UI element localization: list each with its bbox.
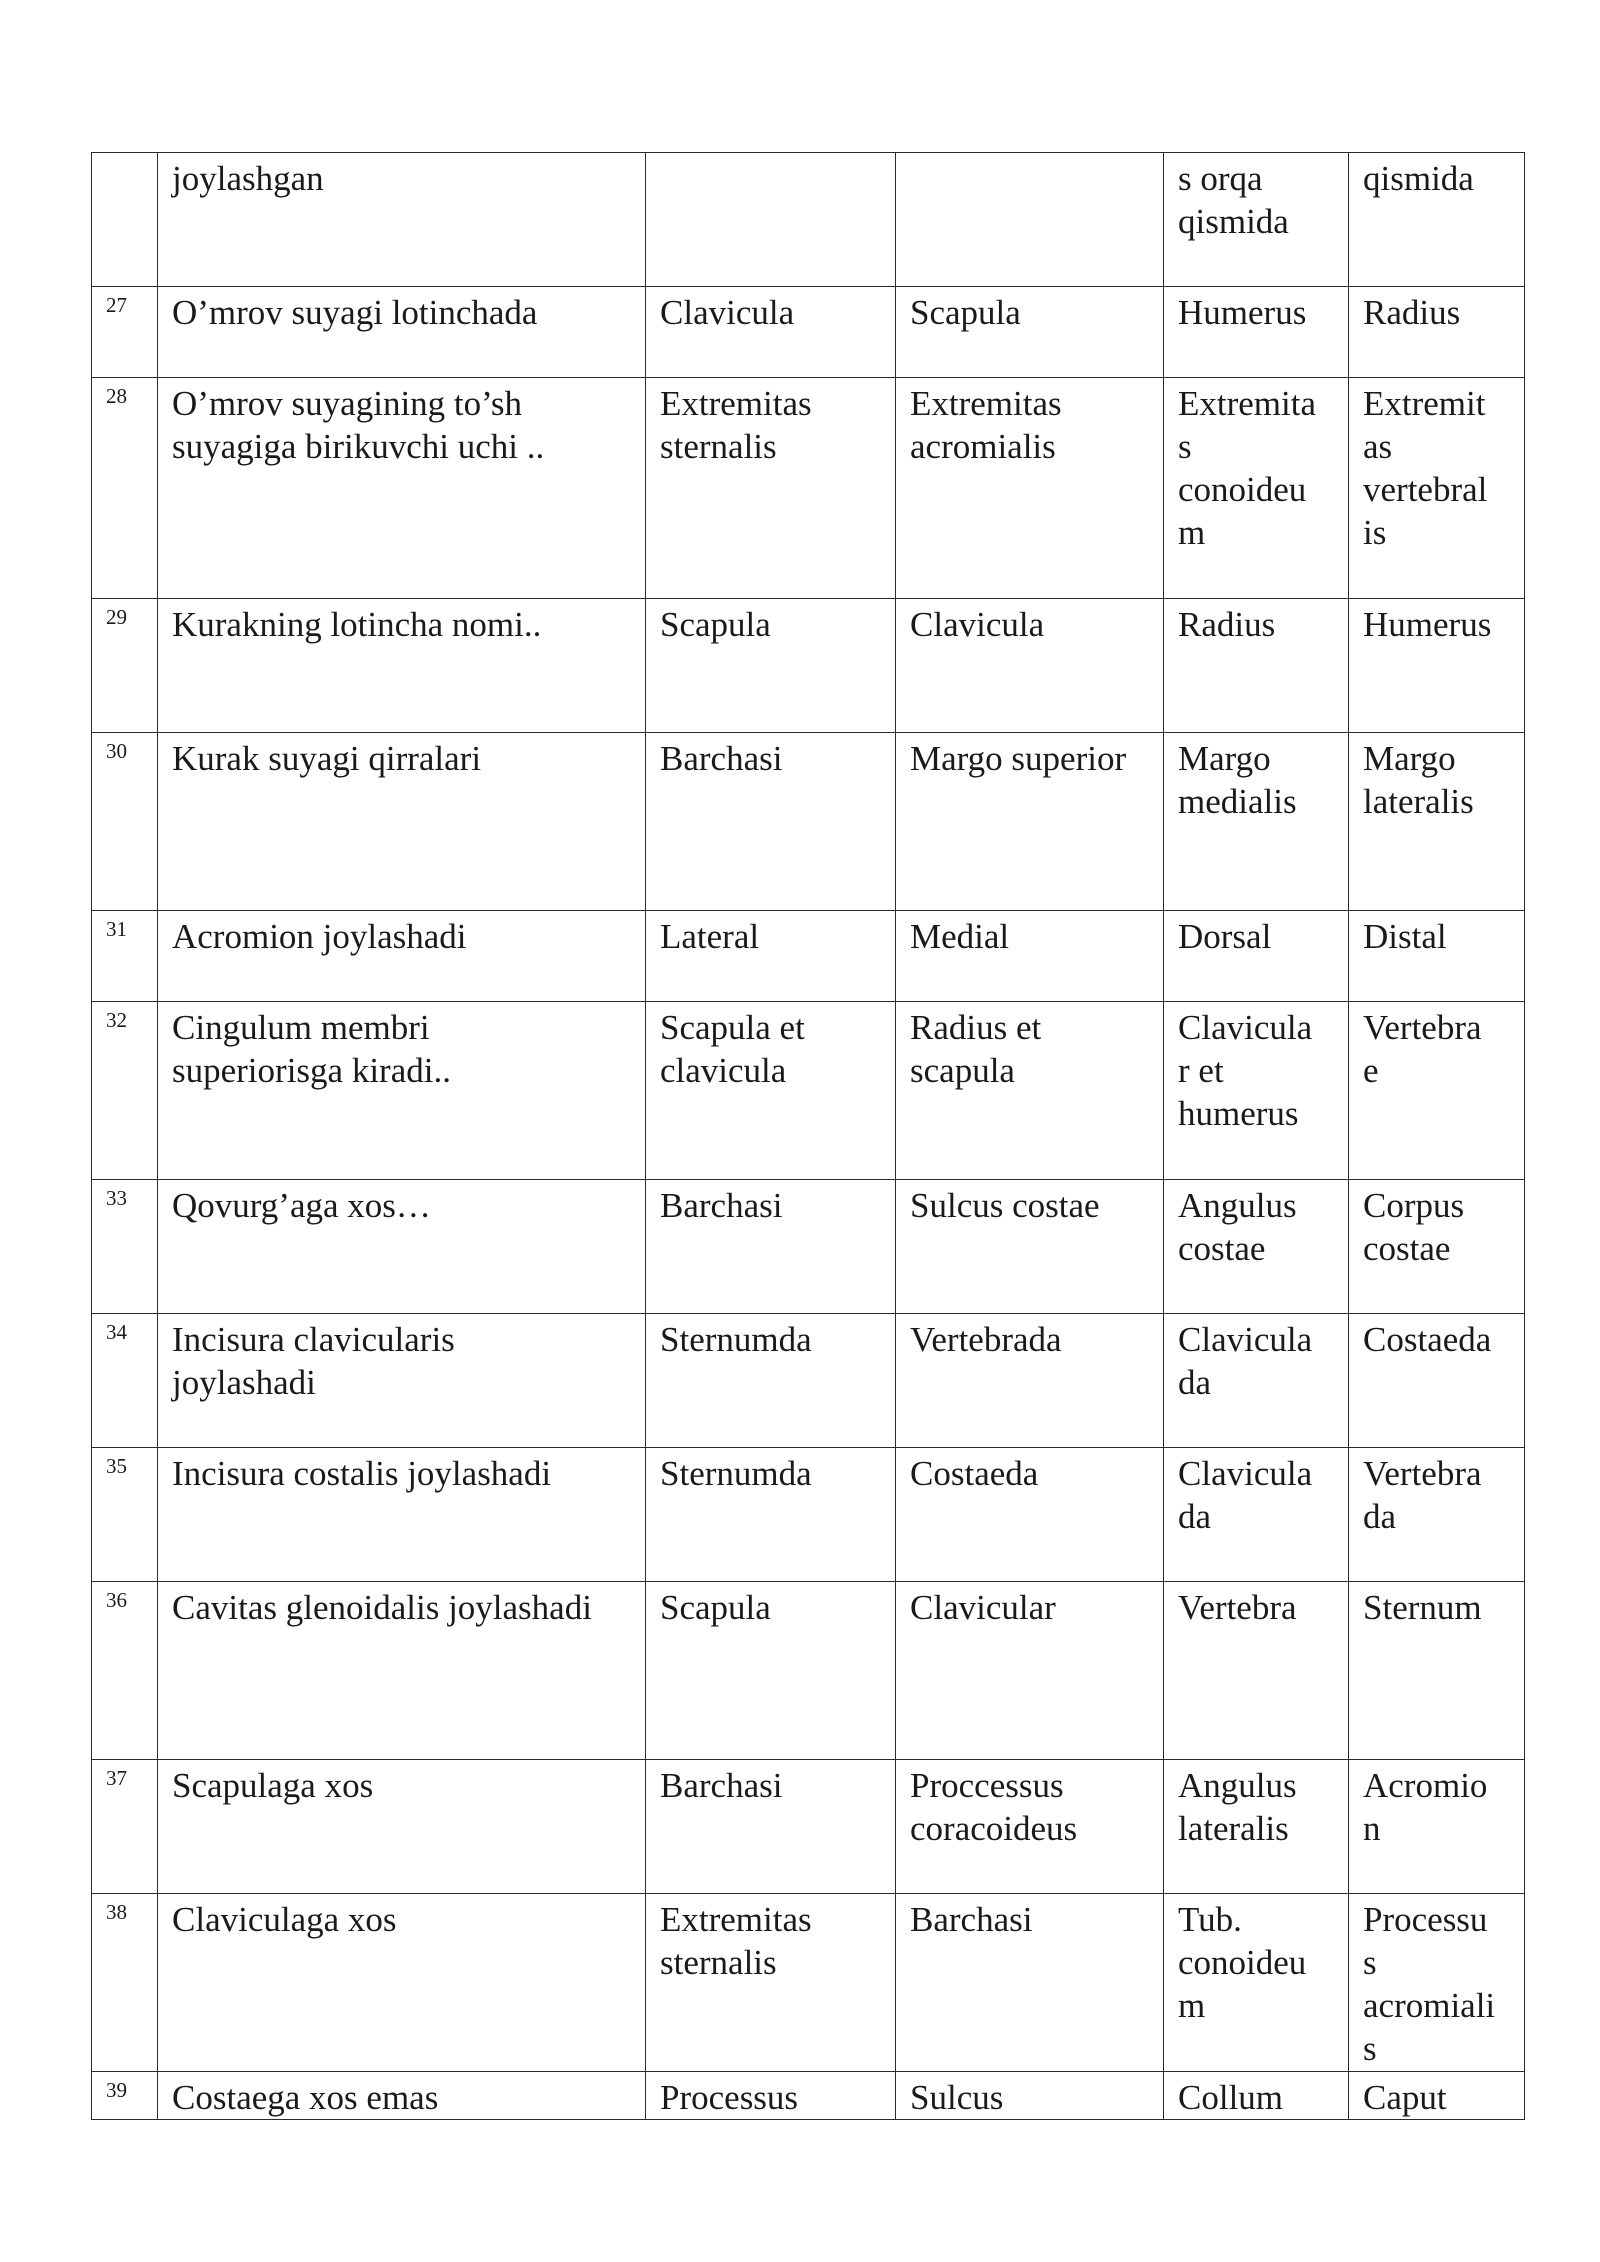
option-b-text: Radius et <box>910 1008 1042 1047</box>
question-text-text: Cingulum membri <box>172 1008 430 1047</box>
table-row <box>92 1760 1525 1894</box>
option-a-text: Processus <box>660 2078 799 2117</box>
option-c-text: humerus <box>1178 1094 1299 1133</box>
option-c-cell <box>1164 287 1349 378</box>
option-c-cell <box>1164 1002 1349 1180</box>
option-b-text: Medial <box>910 917 1010 956</box>
question-number-text: 35 <box>106 1454 127 1478</box>
option-a-cell <box>646 1448 896 1582</box>
option-c-cell <box>1164 2072 1349 2120</box>
option-a-text: Extremitas <box>660 1900 812 1939</box>
option-a-cell <box>646 1760 896 1894</box>
question-number-cell <box>92 1582 158 1760</box>
option-b-cell <box>896 1760 1164 1894</box>
question-number-cell <box>92 378 158 599</box>
option-d-text: Radius <box>1363 293 1461 332</box>
question-text-text: Qovurg’aga xos… <box>172 1186 431 1225</box>
option-c-text: conoideu <box>1178 470 1307 509</box>
table-row <box>92 1894 1525 2072</box>
option-d-text: Processu <box>1363 1900 1488 1939</box>
option-d-text: Margo <box>1363 739 1456 778</box>
option-d-cell <box>1349 911 1525 1002</box>
option-d-text: Acromio <box>1363 1766 1488 1805</box>
option-d-text: s <box>1363 2029 1377 2068</box>
option-c-text: costae <box>1178 1229 1266 1268</box>
option-d-cell <box>1349 1894 1525 2072</box>
option-a-text: Barchasi <box>660 739 783 778</box>
option-d-text: Vertebra <box>1363 1008 1482 1047</box>
option-c-cell <box>1164 1180 1349 1314</box>
option-c-text: Collum <box>1178 2078 1284 2117</box>
option-d-text: as <box>1363 427 1393 466</box>
option-a-cell <box>646 287 896 378</box>
option-d-text: costae <box>1363 1229 1451 1268</box>
option-a-cell <box>646 911 896 1002</box>
option-b-text: Barchasi <box>910 1900 1033 1939</box>
question-text-text: joylashadi <box>172 1363 316 1402</box>
option-d-text: is <box>1363 513 1387 552</box>
option-c-text: Margo <box>1178 739 1271 778</box>
option-d-text: Distal <box>1363 917 1447 956</box>
question-text-text: Cavitas glenoidalis joylashadi <box>172 1588 592 1627</box>
option-a-text: sternalis <box>660 427 777 466</box>
table-row <box>92 1448 1525 1582</box>
question-text-cell <box>158 287 646 378</box>
question-number-text: 29 <box>106 605 127 629</box>
option-d-text: Extremit <box>1363 384 1486 423</box>
option-c-text: da <box>1178 1497 1212 1536</box>
option-a-text: Barchasi <box>660 1766 783 1805</box>
question-number-text: 30 <box>106 739 127 763</box>
question-text-cell <box>158 1760 646 1894</box>
option-c-text: Tub. <box>1178 1900 1242 1939</box>
option-c-cell <box>1164 153 1349 287</box>
option-c-text: qismida <box>1178 202 1289 241</box>
option-a-cell <box>646 153 896 287</box>
option-a-cell <box>646 733 896 911</box>
question-text-text: suyagiga birikuvchi uchi .. <box>172 427 545 466</box>
option-c-cell <box>1164 599 1349 733</box>
option-c-text: Angulus <box>1178 1766 1297 1805</box>
question-number-text: 33 <box>106 1186 127 1210</box>
option-b-cell <box>896 1448 1164 1582</box>
option-d-text: Sternum <box>1363 1588 1482 1627</box>
question-number-cell <box>92 599 158 733</box>
option-b-text: Sulcus costae <box>910 1186 1100 1225</box>
option-b-cell <box>896 287 1164 378</box>
question-text-cell <box>158 599 646 733</box>
option-d-text: da <box>1363 1497 1397 1536</box>
option-c-cell <box>1164 1760 1349 1894</box>
option-a-cell <box>646 1180 896 1314</box>
option-a-cell <box>646 2072 896 2120</box>
question-text-cell <box>158 378 646 599</box>
option-c-cell <box>1164 1314 1349 1448</box>
option-a-cell <box>646 1002 896 1180</box>
option-d-text: lateralis <box>1363 782 1474 821</box>
question-text-cell <box>158 1314 646 1448</box>
option-d-text: acromiali <box>1363 1986 1496 2025</box>
question-number-cell <box>92 2072 158 2120</box>
question-text-cell <box>158 2072 646 2120</box>
question-number-text: 36 <box>106 1588 127 1612</box>
option-c-text: Vertebra <box>1178 1588 1297 1627</box>
option-a-cell <box>646 1894 896 2072</box>
option-c-text: Humerus <box>1178 293 1307 332</box>
option-a-text: Scapula <box>660 605 771 644</box>
option-c-text: m <box>1178 1986 1206 2025</box>
option-a-cell <box>646 378 896 599</box>
option-a-text: Extremitas <box>660 384 812 423</box>
question-text-text: Kurak suyagi qirralari <box>172 739 482 778</box>
question-text-text: joylashgan <box>172 159 324 198</box>
option-a-text: sternalis <box>660 1943 777 1982</box>
question-number-cell <box>92 1760 158 1894</box>
table-row <box>92 2072 1525 2120</box>
question-text-cell <box>158 1894 646 2072</box>
question-number-cell <box>92 1314 158 1448</box>
option-c-text: Clavicula <box>1178 1320 1313 1359</box>
quiz-table <box>91 152 1525 2120</box>
option-d-text: n <box>1363 1809 1381 1848</box>
question-number-cell <box>92 1180 158 1314</box>
option-d-cell <box>1349 599 1525 733</box>
option-c-text: Clavicula <box>1178 1454 1313 1493</box>
option-b-cell <box>896 1894 1164 2072</box>
table-row <box>92 1314 1525 1448</box>
option-b-cell <box>896 599 1164 733</box>
table-row <box>92 378 1525 599</box>
option-d-text: qismida <box>1363 159 1474 198</box>
option-c-cell <box>1164 1582 1349 1760</box>
question-number-cell <box>92 153 158 287</box>
question-text-text: O’mrov suyagi lotinchada <box>172 293 538 332</box>
option-b-cell <box>896 153 1164 287</box>
question-text-cell <box>158 1180 646 1314</box>
option-a-text: Sternumda <box>660 1320 812 1359</box>
option-d-text: s <box>1363 1943 1377 1982</box>
question-text-text: Costaega xos emas <box>172 2078 439 2117</box>
option-d-cell <box>1349 733 1525 911</box>
option-c-cell <box>1164 378 1349 599</box>
question-text-cell <box>158 153 646 287</box>
question-text-text: Incisura costalis joylashadi <box>172 1454 552 1493</box>
option-c-cell <box>1164 1448 1349 1582</box>
option-b-cell <box>896 2072 1164 2120</box>
option-b-text: acromialis <box>910 427 1056 466</box>
option-a-text: clavicula <box>660 1051 787 1090</box>
option-b-text: Margo superior <box>910 739 1127 778</box>
option-a-cell <box>646 599 896 733</box>
option-b-text: Extremitas <box>910 384 1062 423</box>
question-number-text: 37 <box>106 1766 127 1790</box>
option-c-cell <box>1164 733 1349 911</box>
option-a-cell <box>646 1314 896 1448</box>
option-b-cell <box>896 1582 1164 1760</box>
question-text-text: superiorisga kiradi.. <box>172 1051 451 1090</box>
question-number-cell <box>92 1002 158 1180</box>
option-c-text: medialis <box>1178 782 1297 821</box>
table-row <box>92 153 1525 287</box>
option-b-cell <box>896 1314 1164 1448</box>
quiz-table-body <box>92 153 1525 2120</box>
question-text-cell <box>158 1582 646 1760</box>
option-c-text: r et <box>1178 1051 1224 1090</box>
option-d-cell <box>1349 1180 1525 1314</box>
question-number-cell <box>92 1894 158 2072</box>
option-d-text: Caput <box>1363 2078 1447 2117</box>
table-row <box>92 733 1525 911</box>
option-a-text: Sternumda <box>660 1454 812 1493</box>
question-number-text: 38 <box>106 1900 127 1924</box>
question-number-text: 27 <box>106 293 127 317</box>
table-row <box>92 911 1525 1002</box>
option-b-cell <box>896 911 1164 1002</box>
question-text-text: Incisura clavicularis <box>172 1320 455 1359</box>
option-d-cell <box>1349 1002 1525 1180</box>
question-text-text: Scapulaga xos <box>172 1766 374 1805</box>
option-c-text: Dorsal <box>1178 917 1272 956</box>
option-a-text: Scapula <box>660 1588 771 1627</box>
option-a-text: Scapula et <box>660 1008 805 1047</box>
question-number-text: 28 <box>106 384 127 408</box>
option-d-cell <box>1349 1760 1525 1894</box>
question-text-text: O’mrov suyagining to’sh <box>172 384 522 423</box>
option-c-cell <box>1164 1894 1349 2072</box>
question-text-text: Claviculaga xos <box>172 1900 397 1939</box>
option-a-cell <box>646 1582 896 1760</box>
table-row <box>92 287 1525 378</box>
option-c-text: Clavicula <box>1178 1008 1313 1047</box>
option-c-cell <box>1164 911 1349 1002</box>
option-d-text: Humerus <box>1363 605 1492 644</box>
option-c-text: m <box>1178 513 1206 552</box>
question-number-text: 32 <box>106 1008 127 1032</box>
option-d-cell <box>1349 1448 1525 1582</box>
table-row <box>92 1002 1525 1180</box>
option-d-cell <box>1349 1314 1525 1448</box>
option-c-text: lateralis <box>1178 1809 1289 1848</box>
option-b-text: coracoideus <box>910 1809 1078 1848</box>
option-c-text: Extremita <box>1178 384 1317 423</box>
option-c-text: s orqa <box>1178 159 1263 198</box>
option-c-text: Radius <box>1178 605 1276 644</box>
question-text-cell <box>158 911 646 1002</box>
question-number-cell <box>92 287 158 378</box>
option-a-text: Clavicula <box>660 293 795 332</box>
option-b-cell <box>896 1002 1164 1180</box>
option-b-text: Sulcus <box>910 2078 1004 2117</box>
option-b-text: Clavicula <box>910 605 1045 644</box>
option-d-text: e <box>1363 1051 1379 1090</box>
question-number-cell <box>92 911 158 1002</box>
question-number-cell <box>92 733 158 911</box>
option-b-text: Proccessus <box>910 1766 1064 1805</box>
option-c-text: conoideu <box>1178 1943 1307 1982</box>
table-row <box>92 599 1525 733</box>
option-d-text: Costaeda <box>1363 1320 1492 1359</box>
option-b-text: Scapula <box>910 293 1021 332</box>
option-d-cell <box>1349 287 1525 378</box>
option-a-text: Barchasi <box>660 1186 783 1225</box>
option-b-cell <box>896 1180 1164 1314</box>
table-row <box>92 1180 1525 1314</box>
question-text-cell <box>158 1002 646 1180</box>
question-text-cell <box>158 1448 646 1582</box>
option-b-cell <box>896 733 1164 911</box>
option-d-text: vertebral <box>1363 470 1488 509</box>
question-number-cell <box>92 1448 158 1582</box>
option-d-text: Vertebra <box>1363 1454 1482 1493</box>
question-text-text: Kurakning lotincha nomi.. <box>172 605 542 644</box>
option-c-text: s <box>1178 427 1192 466</box>
option-b-text: Clavicular <box>910 1588 1056 1627</box>
question-text-text: Acromion joylashadi <box>172 917 467 956</box>
option-a-text: Lateral <box>660 917 760 956</box>
option-d-text: Corpus <box>1363 1186 1465 1225</box>
question-number-text: 34 <box>106 1320 127 1344</box>
option-d-cell <box>1349 2072 1525 2120</box>
question-number-text: 31 <box>106 917 127 941</box>
question-number-text: 39 <box>106 2078 127 2102</box>
option-d-cell <box>1349 1582 1525 1760</box>
option-b-text: Costaeda <box>910 1454 1039 1493</box>
option-b-text: Vertebrada <box>910 1320 1062 1359</box>
option-b-cell <box>896 378 1164 599</box>
option-b-text: scapula <box>910 1051 1015 1090</box>
option-d-cell <box>1349 153 1525 287</box>
option-d-cell <box>1349 378 1525 599</box>
option-c-text: Angulus <box>1178 1186 1297 1225</box>
option-c-text: da <box>1178 1363 1212 1402</box>
table-row <box>92 1582 1525 1760</box>
question-text-cell <box>158 733 646 911</box>
